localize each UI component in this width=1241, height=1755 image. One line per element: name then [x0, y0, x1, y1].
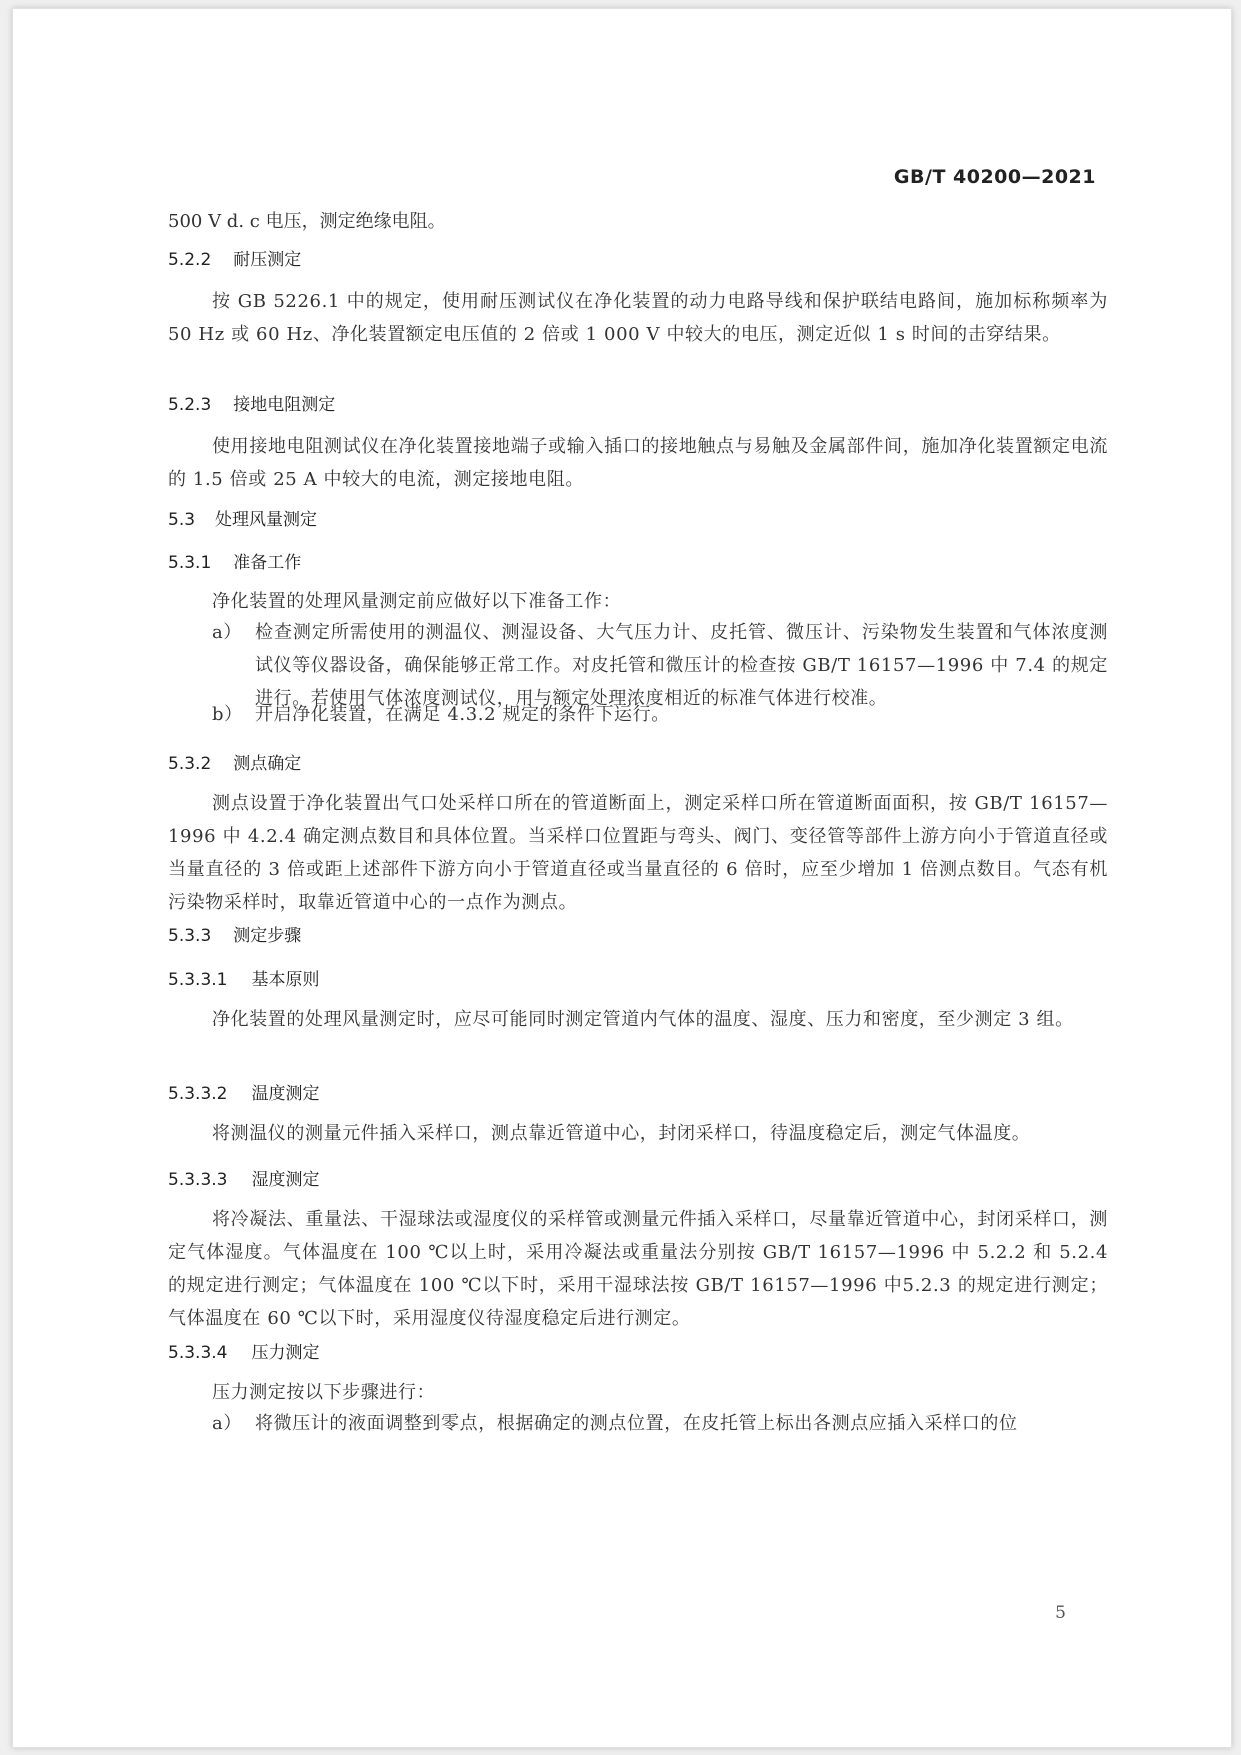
section-number: 5.3.1 — [168, 553, 212, 573]
list-marker: a） — [212, 1413, 242, 1434]
section-heading-5-2-3 — [168, 390, 335, 415]
list-item-text: 将微压计的液面调整到零点，根据确定的测点位置，在皮托管上标出各测点应插入采样口的位 — [255, 1413, 1018, 1434]
section-body-5-3-3-3 — [168, 1203, 1108, 1335]
section-title: 温度测定 — [251, 1084, 320, 1104]
continuation-text: 500 V d. c 电压，测定绝缘电阻。 — [168, 211, 446, 232]
section-heading-5-2-2 — [168, 245, 301, 270]
section-title: 耐压测定 — [233, 250, 302, 270]
section-body-5-2-3 — [168, 430, 1108, 496]
section-title: 湿度测定 — [251, 1170, 320, 1190]
paragraph: 净化装置的处理风量测定前应做好以下准备工作： — [212, 591, 622, 612]
section-title: 接地电阻测定 — [233, 395, 336, 415]
section-number: 5.3.3.4 — [168, 1343, 228, 1363]
section-number: 5.2.3 — [168, 395, 212, 415]
section-title: 测点确定 — [233, 754, 302, 774]
section-number: 5.3.3 — [168, 926, 212, 946]
list-marker: a） — [212, 622, 242, 643]
section-intro-5-3-3-4 — [168, 1376, 1108, 1409]
section-body-5-3-3-1 — [168, 1003, 1108, 1036]
section-heading-5-3-3-3 — [168, 1165, 319, 1190]
section-number: 5.3.2 — [168, 754, 212, 774]
list-item-b — [168, 698, 1108, 731]
section-number: 5.3 — [168, 510, 196, 530]
paragraph: 压力测定按以下步骤进行： — [212, 1382, 436, 1403]
section-number: 5.2.2 — [168, 250, 212, 270]
document-page — [12, 8, 1232, 1748]
list-item-text: 检查测定所需使用的测温仪、测湿设备、大气压力计、皮托管、微压计、污染物发生装置和气体浓度测试仪等仪器设备，确保能够正常工作。对皮托管和微压计的检查按 GB/T 16157—1996 中 7.4 的规定进行。若使用气体浓度测试仪，用与额定处理浓度相近的标准气体进行校准。 — [255, 622, 1108, 709]
page-number: 5 — [1055, 1603, 1066, 1623]
section-number: 5.3.3.1 — [168, 970, 228, 990]
section-heading-5-3-2 — [168, 749, 301, 774]
paragraph: 净化装置的处理风量测定时，应尽可能同时测定管道内气体的温度、湿度、压力和密度，至少测定 3 组。 — [212, 1009, 1074, 1030]
section-title: 准备工作 — [233, 553, 302, 573]
list-item-text: 开启净化装置，在满足 4.3.2 规定的条件下运行。 — [255, 704, 670, 725]
section-heading-5-3-1 — [168, 548, 301, 573]
section-number: 5.3.3.3 — [168, 1170, 228, 1190]
section-title: 压力测定 — [251, 1343, 320, 1363]
paragraph: 将测温仪的测量元件插入采样口，测点靠近管道中心，封闭采样口，待温度稳定后，测定气体温度。 — [212, 1123, 1031, 1144]
section-body-5-3-3-2 — [168, 1117, 1108, 1150]
list-item-a — [168, 1407, 1108, 1440]
section-body-5-3-2 — [168, 787, 1108, 919]
list-marker: b） — [212, 704, 243, 725]
section-title: 基本原则 — [251, 970, 320, 990]
section-number: 5.3.3.2 — [168, 1084, 228, 1104]
paragraph: 将冷凝法、重量法、干湿球法或湿度仪的采样管或测量元件插入采样口，尽量靠近管道中心，封闭采样口，测定气体湿度。气体温度在 100 ℃以上时，采用冷凝法或重量法分别按 GB/T 16157—1996 中 5.2.2 和 5.2.4 的规定进行测定；气体温度在 100 ℃以下时，采用干湿球法按 GB/T 16157—1996 中5.2.3 的规定进行测定；气体温度在 60 ℃以下时，采用湿度仪待湿度稳定后进行测定。 — [168, 1209, 1108, 1329]
section-intro-5-3-1 — [168, 585, 1108, 618]
paragraph: 使用接地电阻测试仪在净化装置接地端子或输入插口的接地触点与易触及金属部件间，施加净化装置额定电流的 1.5 倍或 25 A 中较大的电流，测定接地电阻。 — [168, 436, 1108, 490]
section-title: 测定步骤 — [233, 926, 302, 946]
section-heading-5-3 — [168, 505, 317, 530]
section-heading-5-3-3-2 — [168, 1079, 319, 1104]
paragraph: 测点设置于净化装置出气口处采样口所在的管道断面上，测定采样口所在管道断面面积，按 GB/T 16157—1996 中 4.2.4 确定测点数目和具体位置。当采样口位置距与弯头、阀门、变径管等部件上游方向小于管道直径或当量直径的 3 倍或距上述部件下游方向小于管道直径或当量直径的 6 倍时，应至少增加 1 倍测点数目。气态有机污染物采样时，取靠近管道中心的一点作为测点。 — [168, 793, 1108, 913]
section-heading-5-3-3 — [168, 921, 301, 946]
section-title: 处理风量测定 — [215, 510, 318, 530]
document-code: GB/T 40200—2021 — [893, 166, 1096, 188]
paragraph: 按 GB 5226.1 中的规定，使用耐压测试仪在净化装置的动力电路导线和保护联结电路间，施加标称频率为 50 Hz 或 60 Hz、净化装置额定电压值的 2 倍或 1 000 V 中较大的电压，测定近似 1 s 时间的击穿结果。 — [168, 291, 1108, 345]
section-heading-5-3-3-4 — [168, 1338, 319, 1363]
section-body-5-2-2 — [168, 285, 1108, 351]
section-heading-5-3-3-1 — [168, 965, 319, 990]
